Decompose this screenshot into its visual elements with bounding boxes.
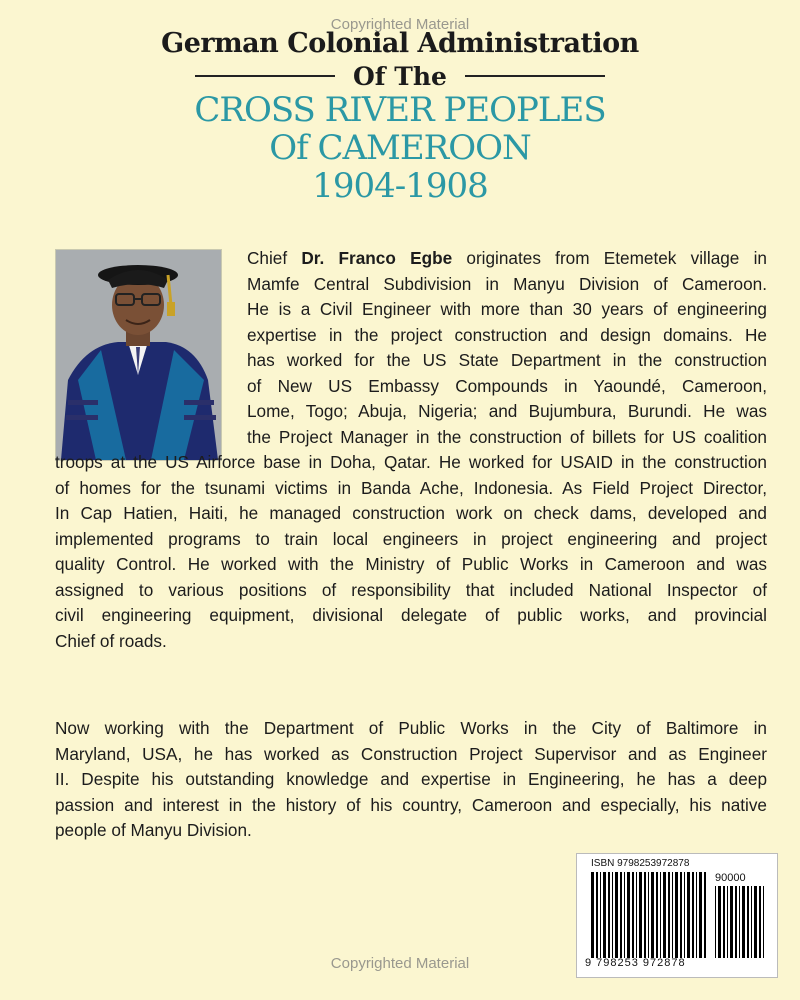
bio-line-1 [247,246,767,272]
barcode-bar [718,886,721,958]
barcode-bar [735,886,737,958]
bio-line: In Cap Hatien, Haiti, he managed construction work on check dams, developed and [55,503,767,523]
barcode-bar [715,886,716,958]
author-portrait-illustration [56,250,221,460]
barcode-bar [675,872,678,958]
bio-line: of New US Embassy Compounds in Yaoundé, Cameroon, [247,375,767,396]
barcode-bar [596,872,598,958]
barcode-bar [684,872,685,958]
price-code: 90000 [715,872,746,884]
author-photo [55,249,222,461]
barcode-bar [632,872,634,958]
barcode-bar [656,872,658,958]
barcode-bar [668,872,670,958]
barcode-bar [651,872,654,958]
bio-line: of homes for the tsunami victims in Banda Ache, Indonesia. As Field Project Director, [55,477,767,498]
barcode-bar [620,872,622,958]
author-name: Dr. Franco Egbe [301,248,453,268]
bio-line: people of Manyu Division. [55,820,252,840]
barcode-bar [763,886,764,958]
barcode-bars-addon [715,886,765,958]
barcode-bar [723,886,725,958]
barcode-bar [612,872,613,958]
barcode-bar [644,872,646,958]
barcode-bar [591,872,594,958]
title-line-4: Of CAMEROON [269,128,531,168]
barcode-bar [759,886,761,958]
barcode-bar [627,872,630,958]
bio-line: troops at the US Airforce base in Doha, Qatar. He worked for USAID in the construction [55,452,767,472]
barcode-bar [730,886,733,958]
barcode-bar [696,872,697,958]
bio-line: Now working with the Department of Public Works in the City of Baltimore in [55,718,767,738]
barcode-bars-main [591,872,709,958]
bio-line: Lome, Togo; Abuja, Nigeria; and Bujumbura, Burundi. He was [247,401,767,421]
barcode-bar [639,872,642,958]
barcode-bar [699,872,702,958]
bio-line: Maryland, USA, he has worked as Construction Project Supervisor and as Engineer [55,743,767,764]
divider-right [465,75,605,77]
barcode-bar [663,872,666,958]
barcode-bar [687,872,690,958]
bio-line: expertise in the project construction and design domains. He [247,324,767,345]
title-of-the-row [195,62,605,91]
bio-line: assigned to various positions of responsibility that included National Inspector of [55,579,767,600]
bio-line: civil engineering equipment, divisional delegate of public works, and provincial [55,605,767,625]
barcode-bar [742,886,745,958]
watermark-top: Copyrighted Material [330,16,470,33]
barcode-bar [660,872,661,958]
isbn-digits: 9 798253 972878 [585,957,686,969]
barcode-bar [727,886,728,958]
bio-line: implemented programs to train local engineers in project engineering and project [55,528,767,549]
barcode-bar [636,872,637,958]
bio-line: the Project Manager in the construction of billets for US coalition [247,426,767,447]
bio-line: passion and interest in the history of his country, Cameroon and especially, his native [55,794,767,815]
bio-line: II. Despite his outstanding knowledge and expertise in Engineering, he has a deep [55,769,767,789]
barcode-bar [603,872,606,958]
barcode-bar [692,872,694,958]
bio-paragraph-2 [55,716,767,844]
barcode-bar [672,872,673,958]
watermark-bottom: Copyrighted Material [330,955,470,972]
divider-left [195,75,335,77]
bio-line: Chief of roads. [55,630,167,651]
barcode-bar [704,872,706,958]
bio-line: quality Control. He worked with the Ministry of Public Works in Cameroon and was [55,554,767,574]
title-line-1: German Colonial Administration [161,28,639,59]
barcode-bar [680,872,682,958]
barcode-bar [624,872,625,958]
bio-line: has worked for the US State Department in the construction [247,350,767,370]
barcode-bar [754,886,757,958]
isbn-label: ISBN 9798253972878 [591,858,690,869]
bio-paragraph-1-top [247,246,767,450]
title-line-3: CROSS RIVER PEOPLES [194,90,606,130]
barcode-bar [751,886,752,958]
title-line-5: 1904-1908 [312,166,488,206]
bio-line: He is a Civil Engineer with more than 30 years of engineering [247,299,767,319]
barcode-bar [648,872,649,958]
barcode-bar [615,872,618,958]
name-prefix: Chief [247,248,302,268]
barcode-bar [608,872,610,958]
title-line-2: Of The [353,62,447,91]
barcode-bar [747,886,749,958]
bio-paragraph-1-bottom [55,450,767,654]
bio-line-1-rest: originates from Etemetek village in [452,248,767,268]
bio-line: Mamfe Central Subdivision in Manyu Division of Cameroon. [247,273,767,294]
barcode-bar [739,886,740,958]
barcode-bar [600,872,601,958]
